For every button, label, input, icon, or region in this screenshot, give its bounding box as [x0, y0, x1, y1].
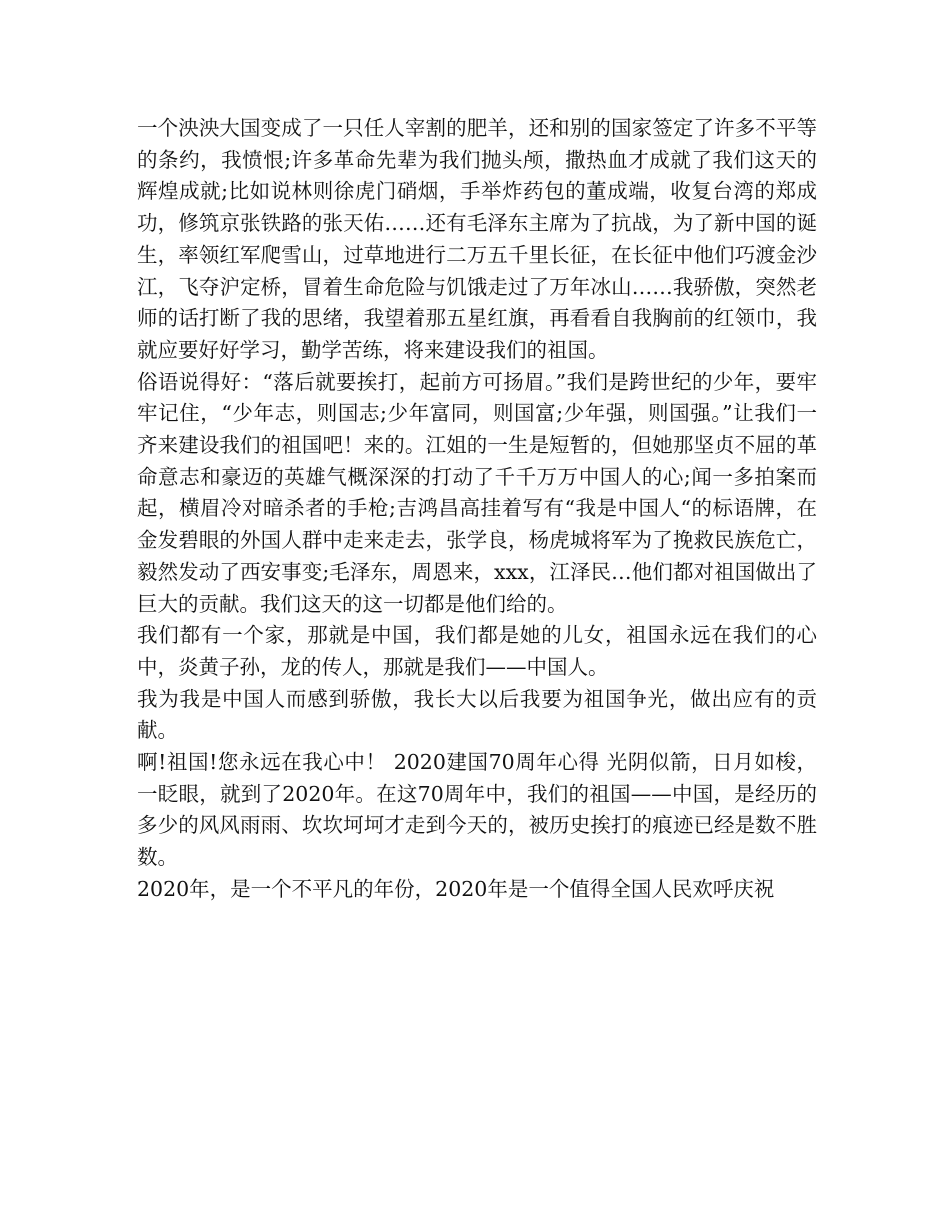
document-body — [137, 113, 817, 906]
paragraph-5: 啊!祖国!您永远在我心中！ 2020建国70周年心得 光阴似箭，日月如梭，一眨眼，就到了2020年。在这70周年中，我们的祖国——中国，是经历的多少的风风雨雨、坎坎坷坷才走到今天的，被历史挨打的痕迹已经是数不胜数。 — [137, 750, 817, 870]
paragraph-2: 俗语说得好：“落后就要挨打，起前方可扬眉。”我们是跨世纪的少年，要牢牢记住，“少年志，则国志;少年富同，则国富;少年强，则国强。”让我们一齐来建设我们的祖国吧！来的。江姐的一生是短暂的，但她那坚贞不屈的革命意志和豪迈的英雄气概深深的打动了千千万万中国人的心;闻一多拍案而起，横眉冷对暗杀者的手枪;吉鸿昌高挂着写有“我是中国人“的标语牌，在金发碧眼的外国人群中走来走去，张学良，杨虎城将军为了挽救民族危亡，毅然发动了西安事变;毛泽东，周恩来，xxx，江泽民…他们都对祖国做出了巨大的贡献。我们这天的这一切都是他们给的。 — [137, 369, 817, 616]
paragraph-4: 我为我是中国人而感到骄傲，我长大以后我要为祖国争光，做出应有的贡献。 — [137, 686, 817, 743]
paragraph-6: 2020年，是一个不平凡的年份，2020年是一个值得全国人民欢呼庆祝 — [137, 876, 775, 901]
paragraph-3: 我们都有一个家，那就是中国，我们都是她的儿女，祖国永远在我们的心中，炎黄子孙，龙的传人，那就是我们——中国人。 — [137, 623, 817, 679]
paragraph-1: 一个泱泱大国变成了一只任人宰割的肥羊，还和别的国家签定了许多不平等的条约，我愤恨;许多革命先辈为我们抛头颅，撒热血才成就了我们这天的辉煌成就;比如说林则徐虎门硝烟，手举炸药包的董成端，收复台湾的郑成功，修筑京张铁路的张天佑……还有毛泽东主席为了抗战，为了新中国的诞生，率领红军爬雪山，过草地进行二万五千里长征，在长征中他们巧渡金沙江，飞夺沪定桥，冒着生命危险与饥饿走过了万年冰山……我骄傲，突然老师的话打断了我的思绪，我望着那五星红旗，再看看自我胸前的红领巾，我就应要好好学习，勤学苦练，将来建设我们的祖国。 — [137, 116, 817, 362]
